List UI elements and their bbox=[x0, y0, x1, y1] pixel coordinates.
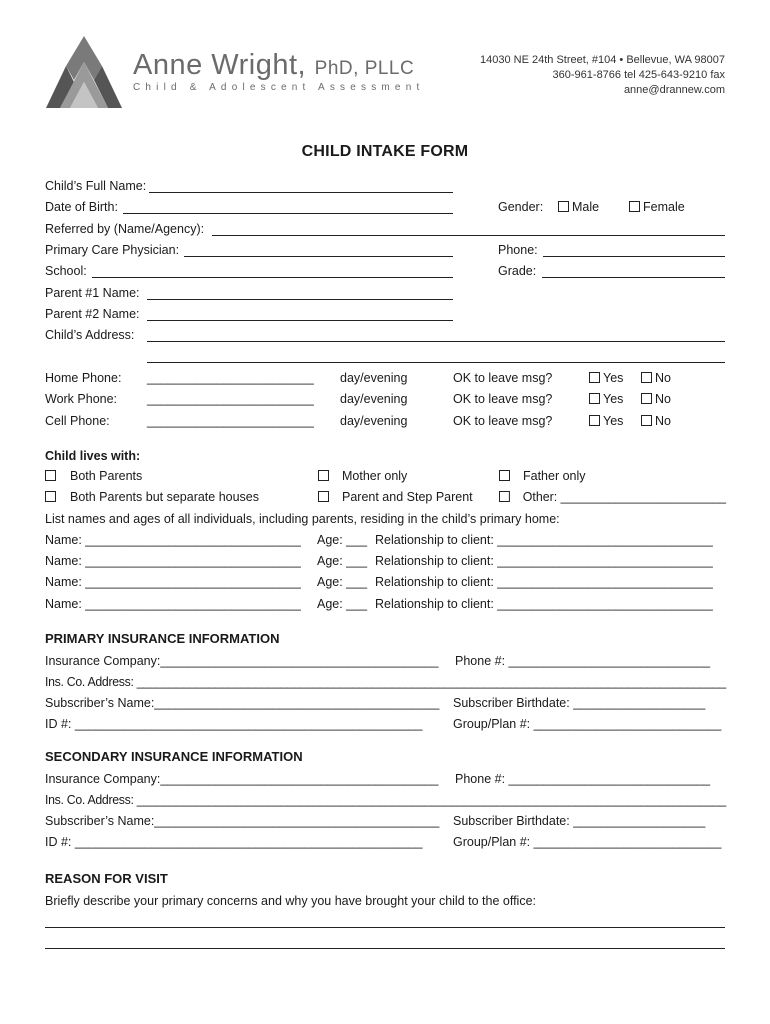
household-relationship-field[interactable]: Relationship to client: _______________________________ bbox=[375, 575, 713, 589]
msg-question: OK to leave msg? bbox=[453, 414, 553, 428]
address-label: Child’s Address: bbox=[45, 328, 135, 342]
child-name-label: Child’s Full Name: bbox=[45, 179, 147, 193]
parent2-field[interactable] bbox=[147, 320, 453, 321]
household-name-field[interactable]: Name: _______________________________ bbox=[45, 597, 301, 611]
household-instruction: List names and ages of all individuals, including parents, residing in the child’s primary home: bbox=[45, 512, 560, 526]
phone-field[interactable]: ________________________ bbox=[147, 371, 314, 385]
parent2-label: Parent #2 Name: bbox=[45, 307, 140, 321]
household-relationship-field[interactable]: Relationship to client: _______________________________ bbox=[375, 554, 713, 568]
brand-tagline: Child & Adolescent Assessment bbox=[133, 82, 425, 93]
no-checkbox[interactable] bbox=[641, 415, 652, 426]
msg-question: OK to leave msg? bbox=[453, 371, 553, 385]
phone-field[interactable]: ________________________ bbox=[147, 392, 314, 406]
lives-other-option[interactable]: Other: ________________________ bbox=[499, 489, 726, 505]
address-line: 14030 NE 24th Street, #104 • Bellevue, WA 98007 bbox=[480, 54, 725, 66]
msg-no-option[interactable]: No bbox=[641, 413, 671, 429]
phone-label: Work Phone: bbox=[45, 392, 118, 406]
household-name-field[interactable]: Name: _______________________________ bbox=[45, 554, 301, 568]
phone-field[interactable]: ________________________ bbox=[147, 414, 314, 428]
referred-label: Referred by (Name/Agency): bbox=[45, 222, 205, 236]
msg-no-option[interactable]: No bbox=[641, 370, 671, 386]
reason-instruction: Briefly describe your primary concerns and why you have brought your child to the office: bbox=[45, 894, 536, 908]
checkbox[interactable] bbox=[45, 470, 56, 481]
school-label: School: bbox=[45, 264, 87, 278]
pcp-label: Primary Care Physician: bbox=[45, 243, 180, 257]
household-relationship-field[interactable]: Relationship to client: _______________________________ bbox=[375, 597, 713, 611]
lives-father-only-option[interactable]: Father only bbox=[499, 468, 586, 484]
phone-label: Cell Phone: bbox=[45, 414, 110, 428]
msg-yes-option[interactable]: Yes bbox=[589, 413, 623, 429]
secondary-subscriber-field[interactable]: Subscriber’s Name:_________________________________________ bbox=[45, 814, 440, 828]
male-checkbox[interactable] bbox=[558, 201, 569, 212]
checkbox[interactable] bbox=[499, 491, 510, 502]
primary-subscriber-field[interactable]: Subscriber’s Name:_________________________________________ bbox=[45, 696, 440, 710]
pcp-field[interactable] bbox=[184, 256, 453, 257]
email-line: anne@drannew.com bbox=[623, 84, 725, 96]
grade-label: Grade: bbox=[498, 264, 537, 278]
lives-parent-step-option[interactable]: Parent and Step Parent bbox=[318, 489, 473, 505]
secondary-birthdate-field[interactable]: Subscriber Birthdate: ___________________ bbox=[453, 814, 706, 828]
yes-checkbox[interactable] bbox=[589, 415, 600, 426]
address-field-line2[interactable] bbox=[147, 362, 725, 363]
msg-yes-option[interactable]: Yes bbox=[589, 370, 623, 386]
primary-company-field[interactable]: Insurance Company:________________________________________ bbox=[45, 654, 439, 668]
secondary-id-field[interactable]: ID #: __________________________________________________ bbox=[45, 835, 423, 849]
checkbox[interactable] bbox=[318, 491, 329, 502]
secondary-group-field[interactable]: Group/Plan #: ___________________________ bbox=[453, 835, 722, 849]
secondary-address-field[interactable]: Ins. Co. Address: __________________________________________________________________________________________ bbox=[45, 793, 726, 807]
parent1-label: Parent #1 Name: bbox=[45, 286, 140, 300]
lives-with-heading: Child lives with: bbox=[45, 449, 141, 463]
gender-label: Gender: bbox=[498, 200, 544, 214]
household-relationship-field[interactable]: Relationship to client: _______________________________ bbox=[375, 533, 713, 547]
gender-female-option[interactable]: Female bbox=[629, 199, 685, 215]
dob-label: Date of Birth: bbox=[45, 200, 118, 214]
referred-field[interactable] bbox=[212, 235, 725, 236]
checkbox[interactable] bbox=[45, 491, 56, 502]
lives-mother-only-option[interactable]: Mother only bbox=[318, 468, 407, 484]
phone-label: Home Phone: bbox=[45, 371, 122, 385]
reason-heading: REASON FOR VISIT bbox=[45, 871, 168, 886]
household-age-field[interactable]: Age: ___ bbox=[317, 554, 368, 568]
yes-checkbox[interactable] bbox=[589, 372, 600, 383]
no-checkbox[interactable] bbox=[641, 393, 652, 404]
secondary-phone-field[interactable]: Phone #: _____________________________ bbox=[455, 772, 711, 786]
msg-question: OK to leave msg? bbox=[453, 392, 553, 406]
no-checkbox[interactable] bbox=[641, 372, 652, 383]
parent1-field[interactable] bbox=[147, 299, 453, 300]
school-field[interactable] bbox=[92, 277, 453, 278]
address-field-line1[interactable] bbox=[147, 341, 725, 342]
phone-time: day/evening bbox=[340, 414, 408, 428]
phone-time: day/evening bbox=[340, 371, 408, 385]
primary-address-field[interactable]: Ins. Co. Address: __________________________________________________________________________________________ bbox=[45, 675, 726, 689]
primary-id-field[interactable]: ID #: __________________________________________________ bbox=[45, 717, 423, 731]
checkbox[interactable] bbox=[499, 470, 510, 481]
reason-answer-line[interactable] bbox=[45, 927, 725, 928]
household-age-field[interactable]: Age: ___ bbox=[317, 575, 368, 589]
secondary-insurance-heading: SECONDARY INSURANCE INFORMATION bbox=[45, 749, 303, 764]
lives-both-parents-option[interactable]: Both Parents bbox=[45, 468, 142, 484]
mountain-peaks-logo-icon bbox=[44, 36, 124, 110]
household-age-field[interactable]: Age: ___ bbox=[317, 533, 368, 547]
pcp-phone-label: Phone: bbox=[498, 243, 538, 257]
pcp-phone-field[interactable] bbox=[543, 256, 725, 257]
grade-field[interactable] bbox=[542, 277, 725, 278]
reason-answer-line[interactable] bbox=[45, 948, 725, 949]
lives-separate-houses-option[interactable]: Both Parents but separate houses bbox=[45, 489, 259, 505]
form-title: CHILD INTAKE FORM bbox=[301, 143, 469, 160]
msg-yes-option[interactable]: Yes bbox=[589, 391, 623, 407]
msg-no-option[interactable]: No bbox=[641, 391, 671, 407]
secondary-company-field[interactable]: Insurance Company:________________________________________ bbox=[45, 772, 439, 786]
primary-group-field[interactable]: Group/Plan #: ___________________________ bbox=[453, 717, 722, 731]
gender-male-option[interactable]: Male bbox=[558, 199, 599, 215]
primary-phone-field[interactable]: Phone #: _____________________________ bbox=[455, 654, 711, 668]
dob-field[interactable] bbox=[123, 213, 453, 214]
yes-checkbox[interactable] bbox=[589, 393, 600, 404]
contact-block bbox=[480, 53, 725, 98]
checkbox[interactable] bbox=[318, 470, 329, 481]
child-name-field[interactable] bbox=[149, 192, 453, 193]
phone-fax-line: 360-961-8766 tel 425-643-9210 fax bbox=[552, 69, 725, 81]
household-name-field[interactable]: Name: _______________________________ bbox=[45, 575, 301, 589]
primary-birthdate-field[interactable]: Subscriber Birthdate: ___________________ bbox=[453, 696, 706, 710]
female-checkbox[interactable] bbox=[629, 201, 640, 212]
primary-insurance-heading: PRIMARY INSURANCE INFORMATION bbox=[45, 631, 280, 646]
household-age-field[interactable]: Age: ___ bbox=[317, 597, 368, 611]
brand-name: Anne Wright, PhD, PLLC bbox=[133, 49, 415, 81]
household-name-field[interactable]: Name: _______________________________ bbox=[45, 533, 301, 547]
phone-time: day/evening bbox=[340, 392, 408, 406]
